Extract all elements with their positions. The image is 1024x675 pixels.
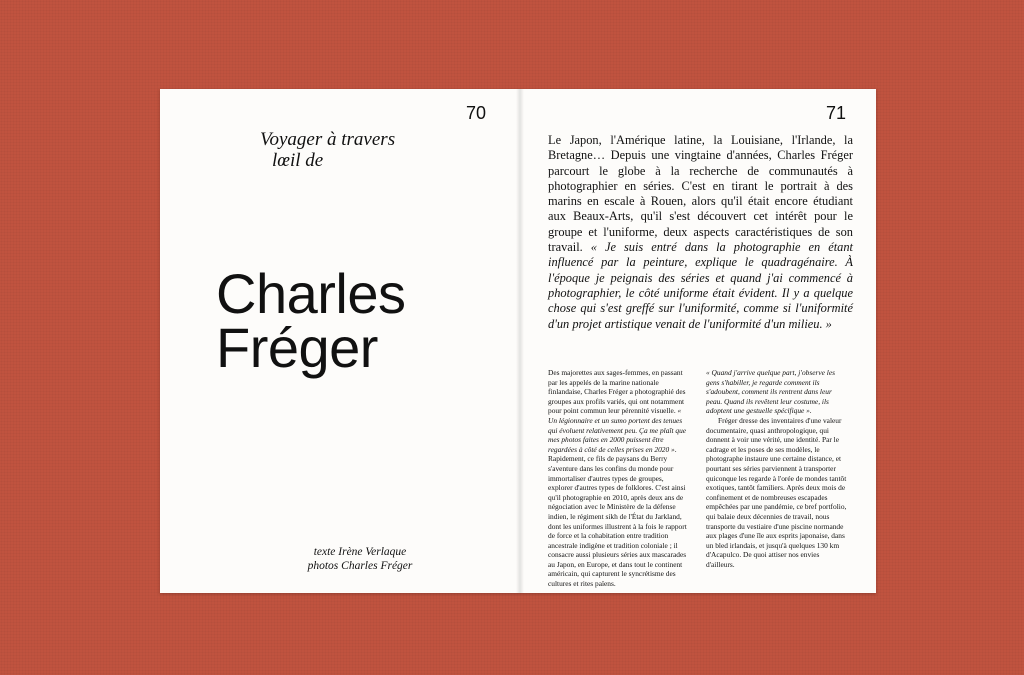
page-number-left: 70 <box>466 103 487 123</box>
lead-quote: « Je suis entré dans la photographie en étant influencé par la peinture, explique le quadragénaire. À l'époque je peignais des séries et quand j'ai commencé à photographier, le côté uniforme était évident. Il y a quelque chose qui s'est greffé sur l'uniformité, comme si l'uniformité d'un projet artistique venait de l'uniformité d'un milieu. » <box>548 240 853 331</box>
col2-quote: « Quand j'arrive quelque part, j'observe les gens s'habiller, je regarde comment ils s'adoubent, comment ils rentrent dans leur peau. Quand ils revêtent leur costume, ils adoptent une gestuelle spécifique ». <box>706 368 835 416</box>
col2-quote-paragraph <box>706 368 847 416</box>
article-headline <box>216 262 506 379</box>
column-1-paragraph <box>548 368 689 589</box>
col2-paragraph: Fréger dresse des inventaires d'une valeur documentaire, quasi anthropologique, qui donnent à voir une vérité, une identité. Par le cadrage et les poses de ses modèles, le photographe instaure une certaine distance, et pourtant ses séries parviennent à transporter quiconque les regarde à l'orée de mondes tantôt exotiques, tantôt familiers. Après deux mois de confinement et de nombreuses escapades empêchées par une pandémie, ce bref portfolio, qui balaie deux décennies de travail, nous transporte du vestiaire d'une piscine normande aux plages d'une île aux esprits japonaise, dans un bled irlandais, et jusqu'à quelques 130 km d'Acapulco. De quoi attiser nos envies d'ailleurs. <box>706 415 847 569</box>
magazine-spread <box>160 89 876 593</box>
headline-line-1: Charles <box>216 262 406 325</box>
credit-photos: photos Charles Fréger <box>307 560 413 572</box>
headline-line-2: Fréger <box>216 316 378 379</box>
lead-text: Le Japon, l'Amérique latine, la Louisiane, l'Irlande, la Bretagne… Depuis une vingtaine d'années, Charles Fréger parcourt le globe à la recherche de communautés à photographier en séries. C'est en tirant le portrait à des marins en escale à Rouen, alors qu'il était encore étudiant aux Beaux-Arts, qu'il s'est découvert cet intérêt pour le groupe et l'uniforme, deux aspects caractéristiques de son travail. <box>548 133 853 255</box>
col1-text-1: Des majorettes aux sages-femmes, en passant par les appelés de la marine nationale finlandaise, Charles Fréger a photographié des groupes aux profils variés, qui ont notamment pour point commun leur pérennité visuelle. <box>548 368 686 416</box>
lead-paragraph <box>548 133 853 332</box>
col1-quote: « Un légionnaire et un sumo portent des tenues qui évoluent relativement peu. Ça me plaît que mes photos faites en 2000 puissent être regardées à côté de celles prises en 2020 » <box>548 406 687 454</box>
body-column-1 <box>548 368 689 589</box>
kicker-line-1: Voyager à travers <box>260 129 396 150</box>
kicker-title <box>260 129 420 171</box>
left-page <box>160 89 518 593</box>
page-number-right: 71 <box>826 103 847 123</box>
col1-text-2: . Rapidement, ce fils de paysans du Berry s'aventure dans les confins du monde pour immortaliser d'autres types de groupes, explorer d'autres types de folklores. C'est ainsi qu'il photographie en 2010, après deux ans de négociation avec le Ministère de la défense indien, le régiment sikh de l'État du Jarkland, dont les uniformes illustrent à la fois le rapport de force et la cohabitation entre tradition ancestrale indigène et tradition coloniale ; il consacre aussi plusieurs séries aux mascarades au Japon, en Europe, et dans tout le continent américain, qui capturent le syncrétisme des cultures et rites païens. <box>548 444 687 589</box>
kicker-line-2: lœil de <box>272 150 324 171</box>
article-credits <box>260 545 460 573</box>
body-column-2 <box>706 368 847 569</box>
right-page <box>518 89 876 593</box>
credit-text: texte Irène Verlaque <box>313 546 407 558</box>
